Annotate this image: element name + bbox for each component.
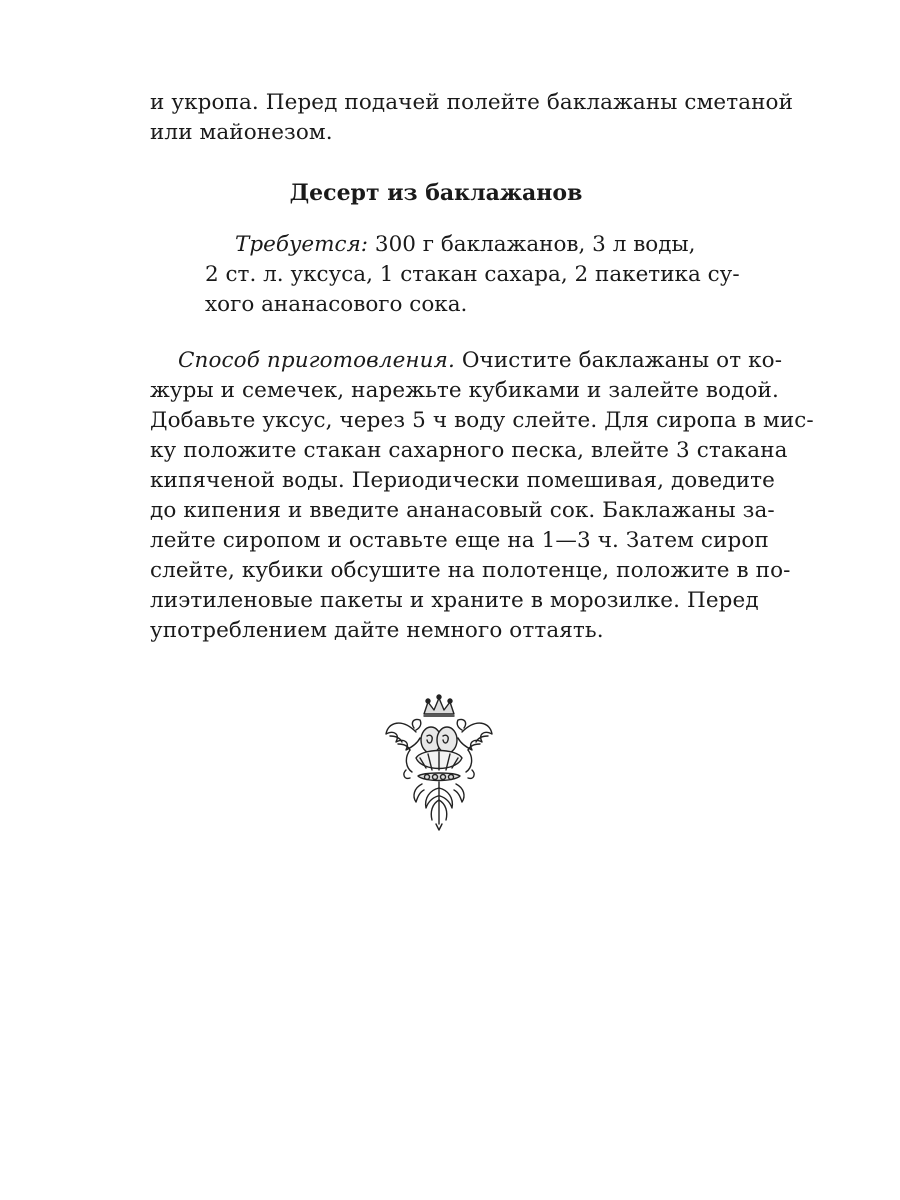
method-line-10: употреблением дайте немного оттаять.: [150, 618, 604, 643]
intro-line-1: и укропа. Перед подачей полейте баклажаны сметаной: [150, 90, 794, 115]
ingredients-label: Требуется:: [235, 232, 369, 257]
method-line-3: Добавьте уксус, через 5 ч воду слейте. Для сиропа в мис-: [150, 408, 814, 433]
method-line-5: кипяченой воды. Периодически помешивая, доведите: [150, 468, 775, 493]
method-line-1-text: Очистите баклажаны от ко-: [454, 348, 783, 373]
ingredients-line-2: 2 ст. л. уксуса, 1 стакан сахара, 2 пакетика су-: [205, 262, 740, 287]
heraldic-ornament-icon: [380, 692, 498, 832]
ingredients-line-1-text: 300 г баклажанов, 3 л воды,: [368, 232, 696, 257]
method-line-1: [178, 346, 783, 376]
ingredients-line-1: [235, 230, 695, 260]
intro-line-2: или майонезом.: [150, 120, 333, 145]
ingredients-line-3: хого ананасового сока.: [205, 292, 468, 317]
method-line-8: слейте, кубики обсушите на полотенце, положите в по-: [150, 558, 791, 583]
method-label: Способ приготовления.: [178, 348, 455, 373]
recipe-title: Десерт из баклажанов: [289, 180, 583, 206]
method-line-7: лейте сиропом и оставьте еще на 1—3 ч. Затем сироп: [150, 528, 769, 553]
method-line-4: ку положите стакан сахарного песка, влейте 3 стакана: [150, 438, 788, 463]
method-line-2: журы и семечек, нарежьте кубиками и залейте водой.: [150, 378, 779, 403]
method-line-6: до кипения и введите ананасовый сок. Баклажаны за-: [150, 498, 775, 523]
method-line-9: лиэтиленовые пакеты и храните в морозилке. Перед: [150, 588, 759, 613]
